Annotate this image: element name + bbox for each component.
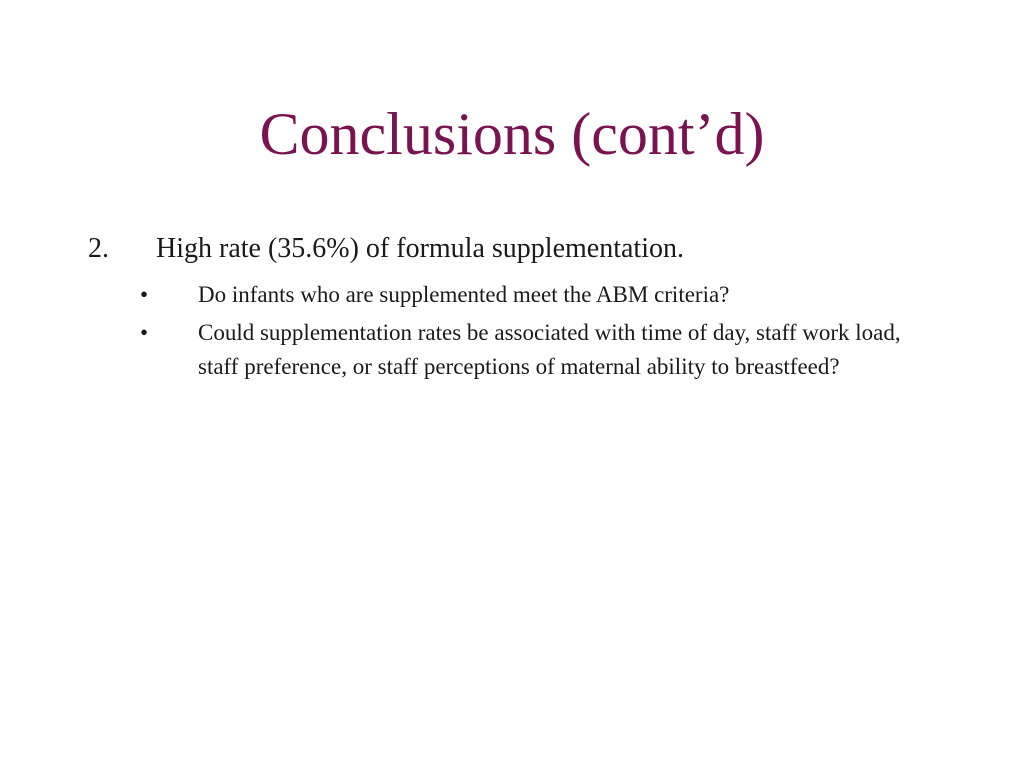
bullet-text: Do infants who are supplemented meet the ABM criteria? bbox=[198, 282, 730, 307]
bullet-text: Could supplementation rates be associated with time of day, staff work load, staff preference, or staff perceptions of maternal ability to breastfeed? bbox=[198, 320, 901, 379]
bullet-marker: • bbox=[140, 282, 149, 307]
bullet-marker: • bbox=[140, 320, 149, 345]
slide-title: Conclusions (cont’d) bbox=[259, 101, 765, 167]
item-text: High rate (35.6%) of formula supplementation. bbox=[156, 233, 684, 264]
item-number: 2. bbox=[88, 233, 109, 264]
